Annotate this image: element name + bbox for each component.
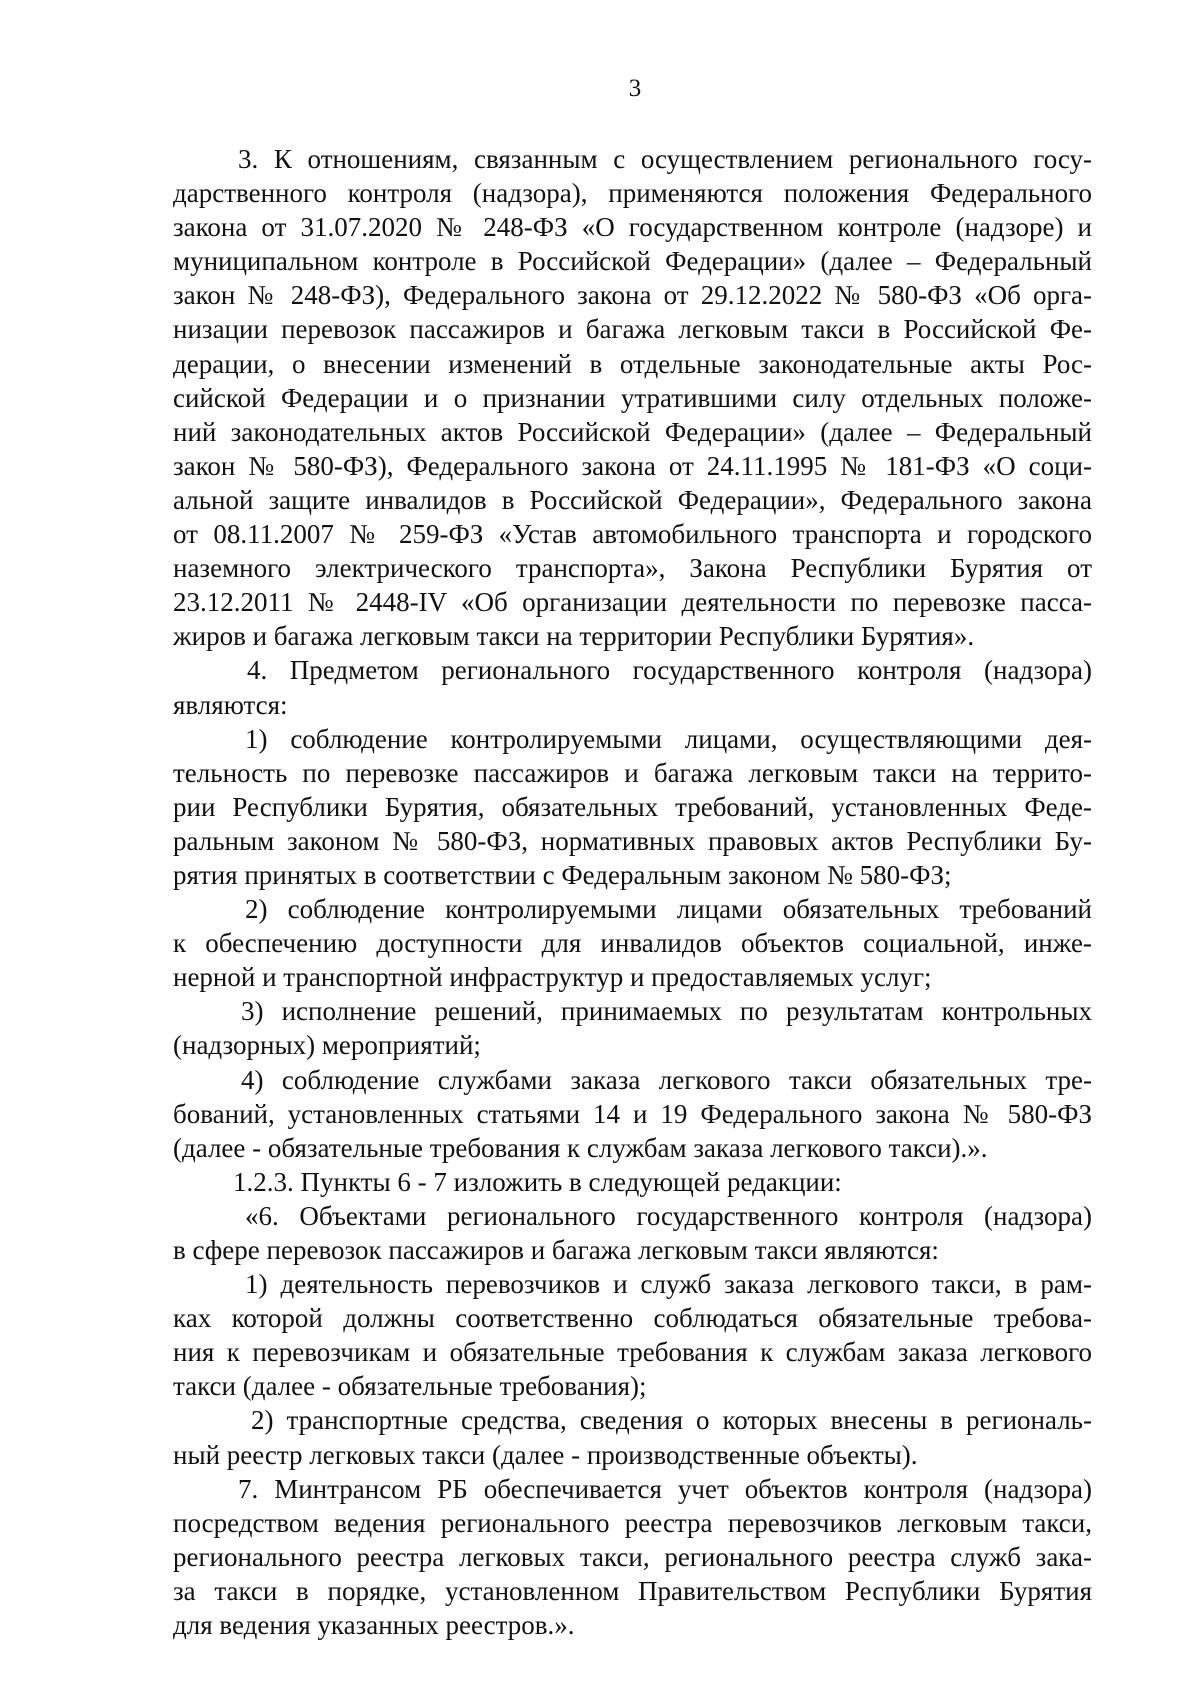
document-body (173, 142, 1092, 1642)
text-line: ний законодательных актов Российской Федерации» (далее – Федеральный (173, 416, 1092, 447)
text-line: являются: (173, 689, 288, 720)
text-line: за такси в порядке, установленном Правительством Республики Бурятия (173, 1575, 1092, 1606)
text-line: от 08.11.2007 № 259-ФЗ «Устав автомобильного транспорта и городского (173, 519, 1092, 550)
text-line: закон № 248-ФЗ), Федерального закона от 29.12.2022 № 580-ФЗ «Об орга- (173, 280, 1092, 311)
text-line: дарственного контроля (надзора), применяются положения Федерального (173, 178, 1092, 209)
text-line: закона от 31.07.2020 № 248-ФЗ «О государственном контроле (надзоре) и (173, 212, 1092, 243)
text-line: 1) соблюдение контролируемыми лицами, осуществляющими дея- (245, 723, 1092, 754)
text-line: (надзорных) мероприятий; (173, 1030, 481, 1061)
text-line: 4) соблюдение службами заказа легкового такси обязательных тре- (241, 1064, 1092, 1095)
text-line: дерации, о внесении изменений в отдельные законодательные акты Рос- (173, 348, 1092, 379)
text-line: 3) исполнение решений, принимаемых по результатам контрольных (241, 996, 1092, 1027)
text-line: низации перевозок пассажиров и багажа легковым такси в Российской Фе- (173, 314, 1092, 345)
page-number: 3 (628, 75, 642, 102)
text-line: сийской Федерации и о признании утратившими силу отдельных положе- (173, 382, 1092, 413)
text-line: в сфере перевозок пассажиров и багажа легковым такси являются: (173, 1235, 939, 1265)
text-line: нерной и транспортной инфраструктур и предоставляемых услуг; (173, 962, 932, 993)
text-line: 2) соблюдение контролируемыми лицами обязательных требований (245, 894, 1092, 925)
text-line: регионального реестра легковых такси, регионального реестра служб зака- (173, 1541, 1092, 1572)
text-line: тельность по перевозке пассажиров и багажа легковым такси на террито- (173, 757, 1092, 788)
text-line: посредством ведения регионального реестра перевозчиков легковым такси, (173, 1507, 1092, 1538)
text-line: для ведения указанных реестров.». (173, 1610, 575, 1641)
text-line: ния к перевозчикам и обязательные требования к службам заказа легкового (173, 1337, 1092, 1368)
text-line: закон № 580-ФЗ), Федерального закона от 24.11.1995 № 181-ФЗ «О соци- (173, 450, 1092, 481)
text-line: ках которой должны соответственно соблюдаться обязательные требова- (173, 1303, 1092, 1334)
text-line: рии Республики Бурятия, обязательных требований, установленных Феде- (173, 791, 1092, 822)
text-line: 1) деятельность перевозчиков и служб заказа легкового такси, в рам- (245, 1269, 1092, 1300)
text-line: альной защите инвалидов в Российской Федерации», Федерального закона (173, 484, 1092, 515)
text-line: «6. Объектами регионального государственного контроля (надзора) (245, 1200, 1092, 1231)
text-line: ральным законом № 580-ФЗ, нормативных правовых актов Республики Бу- (173, 825, 1092, 856)
text-line: 23.12.2011 № 2448-IV «Об организации деятельности по перевозке пасса- (173, 587, 1092, 618)
text-line: (далее - обязательные требования к службам заказа легкового такси).». (173, 1132, 988, 1163)
text-line: жиров и багажа легковым такси на территории Республики Бурятия». (173, 621, 975, 652)
text-line: 2) транспортные средства, сведения о которых внесены в региональ- (251, 1405, 1092, 1436)
text-line: бований, установленных статьями 14 и 19 Федерального закона № 580-ФЗ (173, 1098, 1092, 1129)
text-line: ный реестр легковых такси (далее - производственные объекты). (173, 1439, 918, 1470)
text-line: такси (далее - обязательные требования); (173, 1371, 647, 1402)
text-line: 4. Предметом регионального государственного контроля (надзора) (247, 655, 1092, 686)
text-line: 3. К отношениям, связанным с осуществлением регионального госу- (238, 144, 1092, 174)
text-line: наземного электрического транспорта», Закона Республики Бурятия от (173, 553, 1092, 584)
text-line: 1.2.3. Пункты 6 - 7 изложить в следующей редакции: (233, 1166, 842, 1197)
text-line: 7. Минтрансом РБ обеспечивается учет объектов контроля (надзора) (238, 1473, 1092, 1504)
text-line: рятия принятых в соответствии с Федеральным законом № 580-ФЗ; (173, 859, 952, 890)
text-line: к обеспечению доступности для инвалидов объектов социальной, инже- (173, 928, 1092, 959)
text-line: муниципальном контроле в Российской Федерации» (далее – Федеральный (173, 246, 1092, 277)
